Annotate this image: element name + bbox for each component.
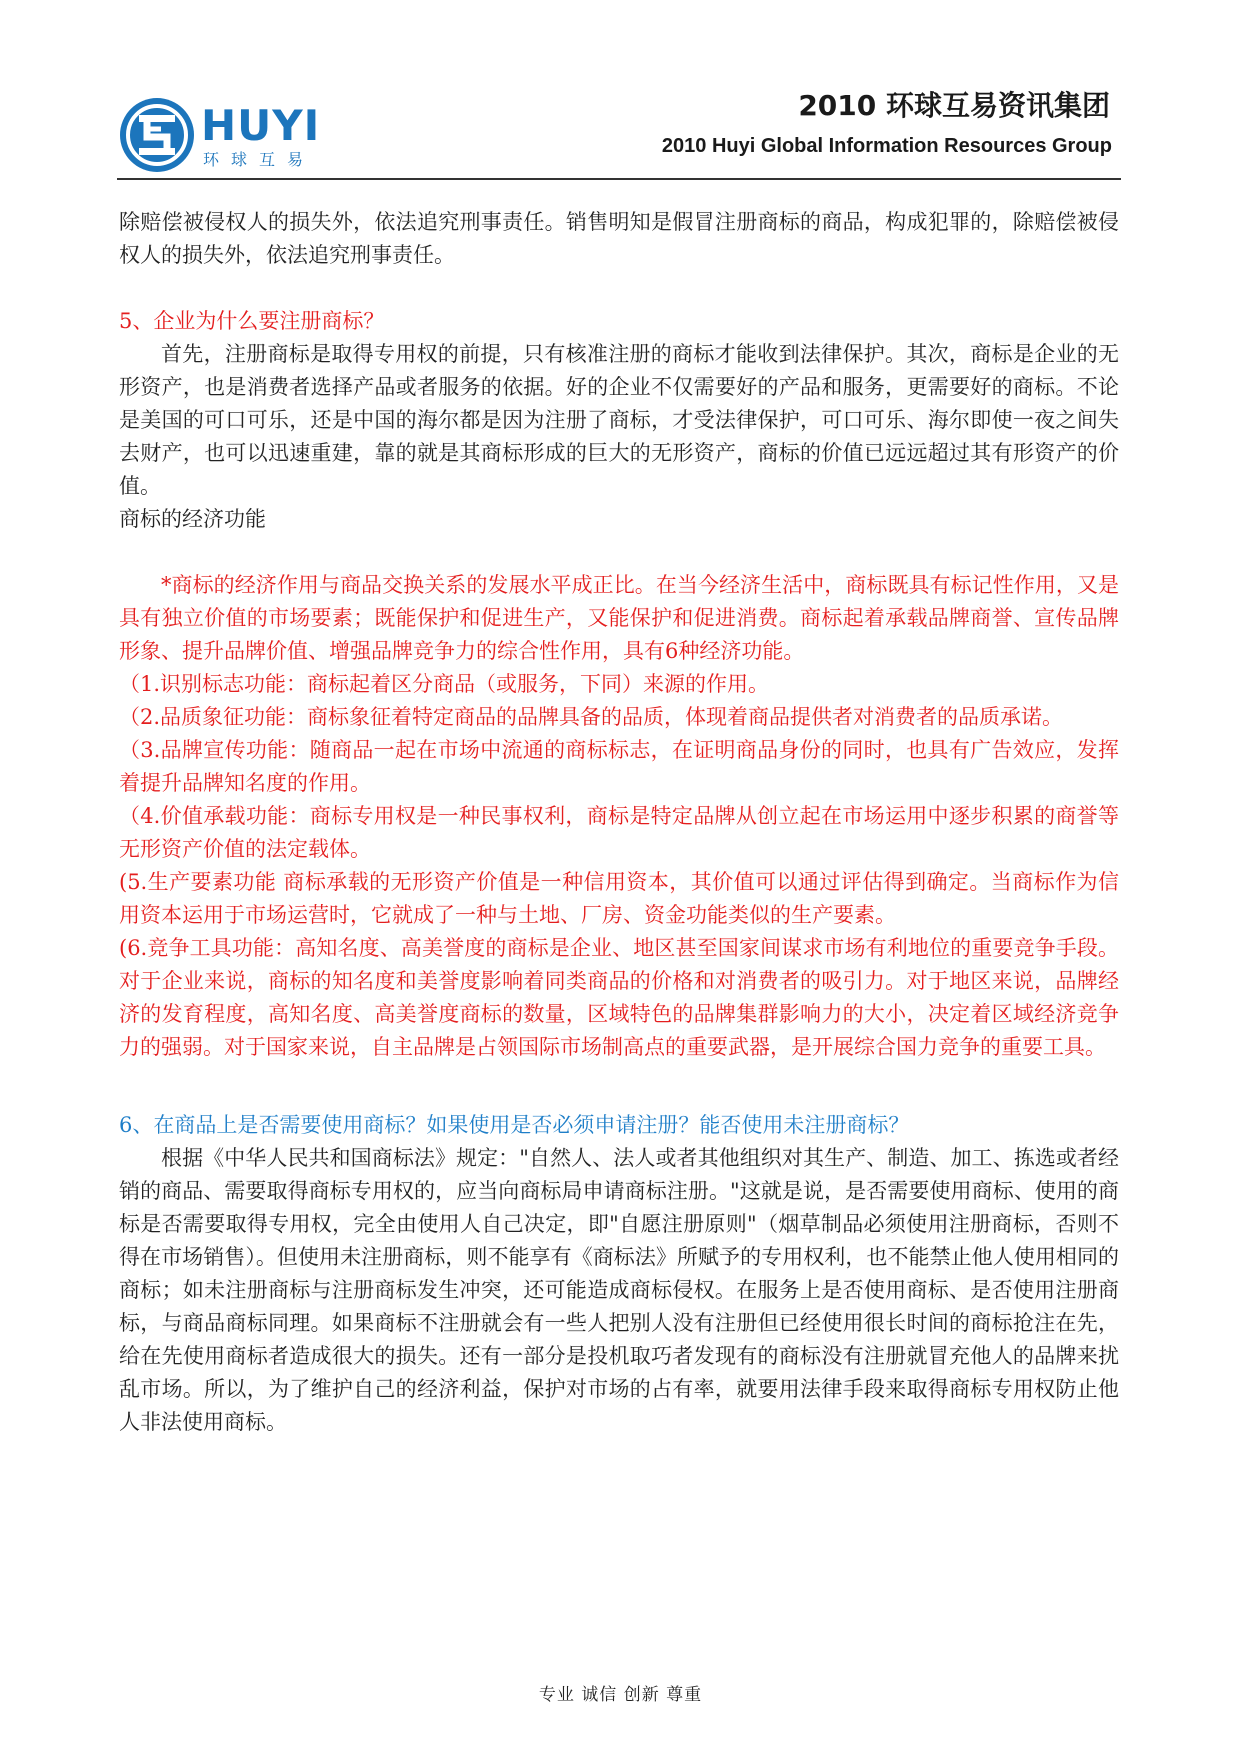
spacer — [119, 536, 1119, 569]
document-body — [119, 206, 1119, 1439]
section-5-paragraph: 首先，注册商标是取得专用权的前提，只有核准注册的商标才能收到法律保护。其次，商标是企业的无形资产，也是消费者选择产品或者服务的依据。好的企业不仅需要好的产品和服务，更需要好的商标。不论是美国的可口可乐，还是中国的海尔都是因为注册了商标，才受法律保护，可口可乐、海尔即使一夜之间失去财产，也可以迅速重建，靠的就是其商标形成的巨大的无形资产，商标的价值已远远超过其有形资产的价值。 — [119, 342, 1119, 498]
section-6-heading: 6、在商品上是否需要使用商标？如果使用是否必须申请注册？能否使用未注册商标？ — [119, 1113, 910, 1137]
function-item-1: （1.识别标志功能：商标起着区分商品（或服务，下同）来源的作用。 — [119, 672, 770, 696]
function-item-3: （3.品牌宣传功能：随商品一起在市场中流通的商标标志，在证明商品身份的同时，也具有广告效应，发挥着提升品牌知名度的作用。 — [119, 738, 1119, 795]
function-item-6: (6.竞争工具功能：高知名度、高美誉度的商标是企业、地区甚至国家间谋求市场有利地位的重要竞争手段。对于企业来说，商标的知名度和美誉度影响着同类商品的价格和对消费者的吸引力。对于地区来说，品牌经济的发育程度，高知名度、高美誉度商标的数量，区域特色的品牌集群影响力的大小，决定着区域经济竞争力的强弱。对于国家来说，自主品牌是占领国际市场制高点的重要武器，是开展综合国力竞争的重要工具。 — [119, 936, 1119, 1059]
economic-functions-subheading: 商标的经济功能 — [119, 507, 266, 531]
header-divider — [117, 178, 1121, 180]
company-title-en: 2010 Huyi Global Information Resources Group — [661, 135, 1112, 157]
function-item-4: （4.价值承载功能：商标专用权是一种民事权利，商标是特定品牌从创立起在市场运用中逐步积累的商誉等无形资产价值的法定载体。 — [119, 804, 1119, 861]
economic-functions-intro: *商标的经济作用与商品交换关系的发展水平成正比。在当今经济生活中，商标既具有标记性作用，又是具有独立价值的市场要素；既能保护和促进生产，又能保护和促进消费。商标起着承载品牌商誉、宣传品牌形象、提升品牌价值、增强品牌竞争力的综合性作用，具有6种经济功能。 — [119, 573, 1119, 663]
company-title-cn: 2010 环球互易资讯集团 — [798, 89, 1110, 122]
logo-text: HUYI — [201, 101, 321, 150]
spacer — [119, 272, 1119, 305]
function-item-2: （2.品质象征功能：商标象征着特定商品的品牌具备的品质，体现着商品提供者对消费者的品质承诺。 — [119, 705, 1064, 729]
section-5-heading: 5、企业为什么要注册商标？ — [119, 309, 385, 333]
page-header — [0, 0, 1241, 180]
section-6-paragraph: 根据《中华人民共和国商标法》规定："自然人、法人或者其他组织对其生产、制造、加工、拣选或者经销的商品、需要取得商标专用权的，应当向商标局申请商标注册。"这就是说，是否需要使用商标、使用的商标是否需要取得专用权，完全由使用人自己决定，即"自愿注册原则"（烟草制品必须使用注册商标，否则不得在市场销售）。但使用未注册商标，则不能享有《商标法》所赋予的专用权利，也不能禁止他人使用相同的商标；如未注册商标与注册商标发生冲突，还可能造成商标侵权。在服务上是否使用商标、是否使用注册商标，与商品商标同理。如果商标不注册就会有一些人把别人没有注册但已经使用很长时间的商标抢注在先，给在先使用商标者造成很大的损失。还有一部分是投机取巧者发现有的商标没有注册就冒充他人的品牌来扰乱市场。所以，为了维护自己的经济利益，保护对市场的占有率，就要用法律手段来取得商标专用权防止他人非法使用商标。 — [119, 1146, 1119, 1434]
intro-paragraph: 除赔偿被侵权人的损失外，依法追究刑事责任。销售明知是假冒注册商标的商品，构成犯罪的，除赔偿被侵权人的损失外，依法追究刑事责任。 — [119, 210, 1119, 267]
page-footer: 专业 诚信 创新 尊重 — [538, 1685, 703, 1705]
logo-subtitle: 环球互易 — [203, 150, 316, 169]
huyi-logo — [117, 95, 327, 175]
spacer — [119, 1064, 1119, 1109]
function-item-5: (5.生产要素功能 商标承载的无形资产价值是一种信用资本，其价值可以通过评估得到确定。当商标作为信用资本运用于市场运营时，它就成了一种与土地、厂房、资金功能类似的生产要素。 — [119, 870, 1119, 927]
huyi-logo-icon — [117, 95, 197, 175]
